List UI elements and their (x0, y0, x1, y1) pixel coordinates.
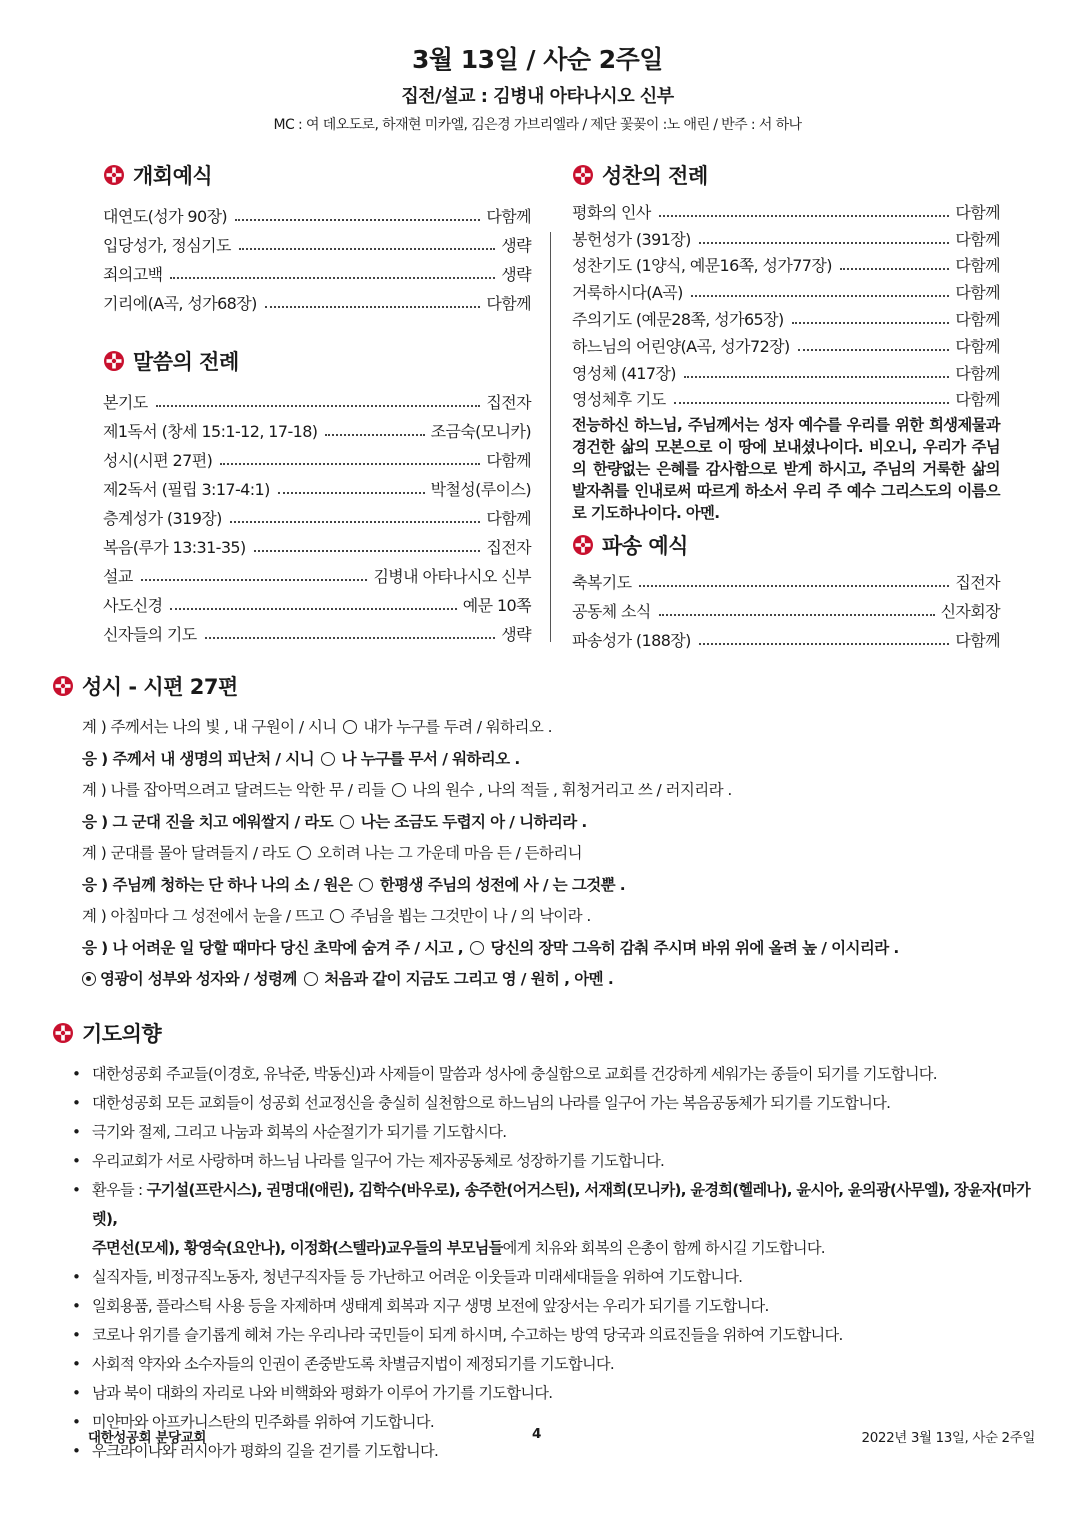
red-cross-circle-icon (52, 1022, 74, 1044)
order-item-performer: 집전자 (486, 538, 531, 557)
dismissal-order-list (572, 564, 1000, 651)
psalm-line-first-half: 계 ) 군대를 몰아 달려들지 / 라도 (82, 844, 291, 862)
psalm-line (82, 744, 1032, 776)
order-item-label: 제2독서 (필립 3:17-4:1) (103, 480, 270, 499)
order-row (103, 198, 531, 227)
psalm-section (52, 670, 1032, 996)
psalm-line-first-half: 계 ) 주께서는 나의 빛 , 내 구원이 / 시니 (82, 718, 337, 736)
order-item-performer: 다함께 (955, 363, 1000, 383)
order-item-performer: 김병내 아타나시오 신부 (373, 567, 531, 586)
bullet: • (72, 1442, 81, 1460)
order-row (103, 500, 531, 529)
order-item-label: 성시(시편 27편) (103, 451, 213, 470)
order-item-label: 본기도 (103, 393, 148, 412)
order-item-performer: 다함께 (955, 336, 1000, 356)
dot-leader (840, 268, 950, 270)
order-item-label: 설교 (103, 567, 133, 586)
psalm-line-second-half: 주님을 뵙는 그것만이 나 / 의 낙이라 . (350, 907, 591, 925)
intention-item (72, 1321, 1042, 1350)
order-row (572, 223, 1000, 250)
footer-date: 2022년 3월 13일, 사순 2주일 (861, 1430, 1035, 1446)
pause-circle-icon (470, 941, 484, 955)
section-heading-text: 파송 예식 (602, 534, 688, 559)
section-heading-word (103, 344, 531, 378)
order-item-performer: 다함께 (955, 631, 1000, 651)
section-heading-text: 개회예식 (133, 164, 213, 188)
order-item-label: 복음(루가 13:31-35) (103, 538, 246, 557)
order-row (572, 593, 1000, 622)
psalm-line-second-half: 나 누구를 무서 / 워하리오 . (341, 749, 520, 768)
red-cross-circle-icon (572, 534, 594, 556)
dot-leader (699, 643, 950, 645)
intentions-list (72, 1060, 1042, 1466)
bullet: • (72, 1152, 81, 1170)
section-heading-opening (103, 158, 531, 192)
psalm-line-second-half: 나의 원수 , 나의 적들 , 휘청거리고 쓰 / 러지리라 . (412, 781, 732, 799)
order-item-label: 봉헌성가 (391장) (572, 229, 691, 249)
celebrant-line: 집전/설교 : 김병내 아타나시오 신부 (401, 86, 674, 107)
order-item-performer: 다함께 (486, 509, 531, 528)
order-row (572, 622, 1000, 651)
intention-item (72, 1060, 1042, 1089)
order-row (572, 564, 1000, 593)
order-row (572, 276, 1000, 303)
order-row (103, 442, 531, 471)
order-item-label: 영성체 (417장) (572, 363, 676, 383)
order-item-label: 파송성가 (188장) (572, 631, 691, 651)
order-item-label: 축복기도 (572, 573, 632, 593)
order-item-performer: 생략 (501, 265, 531, 284)
order-item-performer: 다함께 (486, 207, 531, 226)
order-item-label: 층계성가 (319장) (103, 509, 222, 528)
order-item-performer: 다함께 (955, 229, 1000, 249)
psalm-line (82, 901, 1032, 933)
order-item-performer: 조금숙(모니카) (430, 422, 531, 441)
order-item-label: 기리에(A곡, 성가68장) (103, 294, 257, 313)
bullet: • (72, 1123, 81, 1141)
order-row (572, 357, 1000, 384)
section-heading-eucharist (572, 158, 1000, 192)
order-item-performer: 다함께 (486, 294, 531, 313)
bullet: • (72, 1094, 81, 1112)
dotted-circle-icon (82, 972, 96, 986)
mc-line: MC : 여 데오도로, 하재현 미카엘, 김은경 가브리엘라 / 제단 꽃꽂이 :노 애린 / 반주 : 서 하나 (273, 117, 802, 133)
psalm-line-second-half: 나는 조금도 두렵지 아 / 니하리라 . (360, 812, 587, 831)
red-cross-circle-icon (572, 164, 594, 186)
intention-text: 우리교회가 서로 사랑하며 하느님 나라를 일구어 가는 제자공동체로 성장하기를 기도합니다. (92, 1152, 665, 1170)
intention-text: 사회적 약자와 소수자들의 인권이 존중받도록 차별금지법이 제정되기를 기도합니다. (92, 1355, 615, 1373)
word-order-list (103, 384, 531, 645)
sick-intro: 환우들 : (92, 1181, 147, 1199)
psalm-line-second-half: 당신의 장막 그윽히 감춰 주시며 바위 위에 올려 높 / 이시리라 . (490, 938, 899, 957)
intention-item (72, 1292, 1042, 1321)
dot-leader (691, 295, 950, 297)
footer-page-number: 4 (532, 1426, 541, 1442)
section-heading-text: 말씀의 전례 (133, 350, 239, 374)
order-item-label: 거룩하시다(A곡) (572, 283, 683, 303)
bullet: • (72, 1384, 81, 1402)
order-item-label: 입당성가, 정심기도 (103, 236, 231, 255)
intention-text: 대한성공회 모든 교회들이 성공회 선교정신을 충실히 실천함으로 하느님의 나라를 일구어 가는 복음공동체가 되기를 기도합니다. (92, 1094, 891, 1112)
left-column (103, 158, 531, 645)
intention-text: 극기와 절제, 그리고 나눔과 회복의 사순절기가 되기를 기도합시다. (92, 1123, 507, 1141)
order-item-performer: 다함께 (486, 451, 531, 470)
order-row (572, 330, 1000, 357)
order-item-performer: 다함께 (955, 256, 1000, 276)
intention-text: 코로나 위기를 슬기롭게 헤쳐 가는 우리나라 국민들이 되게 하시며, 수고하는 방역 당국과 의료진들을 위하여 기도합니다. (92, 1326, 843, 1344)
pause-circle-icon (304, 972, 318, 986)
order-item-performer: 박철성(루이스) (430, 480, 531, 499)
dot-leader (254, 550, 481, 552)
order-item-performer: 생략 (501, 236, 531, 255)
order-item-label: 사도신경 (103, 596, 163, 615)
order-item-performer: 다함께 (955, 202, 1000, 222)
psalm-line-first-half: 응 ) 주께서 내 생명의 피난처 / 시니 (82, 749, 314, 768)
dot-leader (170, 277, 495, 279)
intention-text: 대한성공회 주교들(이경호, 유낙준, 박동신)과 사제들이 말씀과 성사에 충실함으로 교회를 건강하게 세워가는 종들이 되기를 기도합니다. (92, 1065, 937, 1083)
order-item-performer: 생략 (501, 625, 531, 644)
pause-circle-icon (330, 909, 344, 923)
bullet: • (72, 1326, 81, 1344)
dot-leader (792, 322, 950, 324)
order-item-performer: 다함께 (955, 309, 1000, 329)
dot-leader (325, 434, 424, 436)
order-row (103, 384, 531, 413)
psalm-line-first-half: 응 ) 나 어려운 일 당할 때마다 당신 초막에 숨겨 주 / 시고 , (82, 938, 464, 957)
order-item-performer: 예문 10쪽 (462, 596, 531, 615)
dot-leader (265, 306, 481, 308)
intention-text: 실직자들, 비정규직노동자, 청년구직자들 등 가난하고 어려운 이웃들과 미래세대들을 위하여 기도합니다. (92, 1268, 743, 1286)
pause-circle-icon (359, 878, 373, 892)
dot-leader (141, 579, 368, 581)
psalm-line (82, 775, 1032, 807)
red-cross-circle-icon (52, 675, 74, 697)
dot-leader (156, 405, 481, 407)
order-item-label: 대연도(성가 90장) (103, 207, 228, 226)
dot-leader (798, 349, 950, 351)
order-item-performer: 집전자 (486, 393, 531, 412)
order-item-performer: 집전자 (955, 573, 1000, 593)
order-row (572, 303, 1000, 330)
bullet: • (72, 1297, 81, 1315)
intention-item (72, 1379, 1042, 1408)
order-row (103, 285, 531, 314)
dot-leader (674, 402, 950, 404)
order-item-label: 하느님의 어린양(A곡, 성가72장) (572, 336, 790, 356)
bullet: • (72, 1065, 81, 1083)
order-item-label: 죄의고백 (103, 265, 163, 284)
sick-tail: 에게 치유와 회복의 은총이 함께 하시길 기도합니다. (502, 1239, 825, 1257)
psalm-line (82, 838, 1032, 870)
post-communion-prayer: 전능하신 하느님, 주님께서는 성자 예수를 우리를 위한 희생제물과 경건한 삶의 모본으로 이 땅에 보내셨나이다. 비오니, 우리가 주님의 한량없는 은혜를 감사함으로 받게 하시고, 주님의 거룩한 삶의 발자취를 인내로써 따르게 하소서 우리 주 예수 그리스도의 이름으로 기도하나이다. 아멘. (572, 416, 1000, 523)
column-divider (550, 232, 551, 642)
dot-leader (205, 637, 496, 639)
intention-item (72, 1147, 1042, 1176)
order-item-performer: 다함께 (955, 390, 1000, 410)
intention-item (72, 1263, 1042, 1292)
dot-leader (659, 215, 950, 217)
psalm-line (82, 870, 1032, 902)
order-row (572, 196, 1000, 223)
intention-text: 미얀마와 아프카니스탄의 민주화를 위하여 기도합니다. (92, 1413, 434, 1431)
pause-circle-icon (343, 720, 357, 734)
dot-leader (239, 248, 495, 250)
pause-circle-icon (392, 783, 406, 797)
right-column (572, 158, 1000, 651)
order-row (103, 616, 531, 645)
psalm-line-first-half: 영광이 성부와 성자와 / 성령께 (100, 970, 297, 988)
pause-circle-icon (321, 752, 335, 766)
dot-leader (699, 242, 950, 244)
psalm-line-second-half: 한평생 주님의 성전에 사 / 는 그것뿐 . (379, 875, 626, 894)
section-heading-text: 기도의향 (82, 1022, 162, 1046)
order-row (103, 471, 531, 500)
red-cross-circle-icon (103, 350, 125, 372)
intention-item (72, 1350, 1042, 1379)
sick-names-line2: 주면선(모세), 황영숙(요안나), 이정화(스텔라)교우들의 부모님들 (92, 1239, 503, 1257)
bullet: • (72, 1181, 81, 1199)
intention-text (92, 1176, 1042, 1263)
psalm-line-second-half: 처음과 같이 지금도 그리고 영 / 원히 , 아멘 . (324, 970, 614, 988)
order-item-label: 평화의 인사 (572, 202, 651, 222)
red-cross-circle-icon (103, 164, 125, 186)
bulletin-header (0, 40, 1075, 134)
bullet: • (72, 1355, 81, 1373)
dot-leader (278, 492, 425, 494)
order-row (103, 587, 531, 616)
psalm-line (82, 807, 1032, 839)
order-row (572, 384, 1000, 411)
intentions-section (52, 1018, 1042, 1466)
section-heading-dismissal (572, 528, 1000, 562)
pause-circle-icon (297, 846, 311, 860)
section-heading-text: 성찬의 전례 (602, 164, 708, 188)
order-row (103, 227, 531, 256)
intention-item (72, 1118, 1042, 1147)
dot-leader (235, 219, 480, 221)
dot-leader (170, 608, 456, 610)
intention-text: 우크라이나와 러시아가 평화의 길을 걷기를 기도합니다. (92, 1442, 439, 1460)
order-item-label: 공동체 소식 (572, 602, 651, 622)
order-item-performer: 신자회장 (940, 602, 1000, 622)
order-item-performer: 다함께 (955, 283, 1000, 303)
sick-names-line1: 구기설(프란시스), 권명대(애린), 김학수(바우로), 송주한(어거스틴), 서재희(모니카), 윤경희(헬레나), 윤시아, 윤의광(사무엘), 장윤자(마가렛), (92, 1181, 1030, 1228)
order-row (103, 256, 531, 285)
psalm-line (82, 933, 1032, 965)
bullet: • (72, 1413, 81, 1431)
psalm-line-first-half: 응 ) 그 군대 진을 치고 에워쌀지 / 라도 (82, 812, 334, 831)
psalm-line-second-half: 오히려 나는 그 가운데 마음 든 / 든하리니 (317, 844, 583, 862)
psalm-line-first-half: 계 ) 아침마다 그 성전에서 눈을 / 뜨고 (82, 907, 324, 925)
page-title: 3월 13일 / 사순 2주일 (412, 45, 663, 74)
order-row (103, 413, 531, 442)
dot-leader (684, 376, 949, 378)
section-heading-psalm (52, 670, 1032, 702)
pause-circle-icon (340, 815, 354, 829)
psalm-line-first-half: 응 ) 주님께 청하는 단 하나 나의 소 / 원은 (82, 875, 353, 894)
psalm-line (82, 712, 1032, 744)
order-item-label: 신자들의 기도 (103, 625, 197, 644)
dot-leader (639, 585, 949, 587)
section-heading-intentions (52, 1018, 1042, 1048)
psalm-line-second-half: 내가 누구를 두려 / 워하리오 . (363, 718, 552, 736)
psalm-line-first-half: 계 ) 나를 잡아먹으려고 달려드는 악한 무 / 리들 (82, 781, 386, 799)
psalm-lines (52, 712, 1032, 996)
dot-leader (659, 614, 935, 616)
dot-leader (220, 463, 480, 465)
order-row (572, 250, 1000, 277)
intention-text: 일회용품, 플라스틱 사용 등을 자제하며 생태계 회복과 지구 생명 보전에 앞장서는 우리가 되기를 기도합니다. (92, 1297, 769, 1315)
dot-leader (230, 521, 481, 523)
footer-church-name: 대한성공회 분당교회 (88, 1430, 207, 1446)
order-row (103, 529, 531, 558)
order-item-label: 제1독서 (창세 15:1-12, 17-18) (103, 422, 318, 441)
intention-text: 남과 북이 대화의 자리로 나와 비핵화와 평화가 이루어 가기를 기도합니다. (92, 1384, 553, 1402)
order-item-label: 주의기도 (예문28쪽, 성가65장) (572, 309, 784, 329)
order-item-label: 영성체후 기도 (572, 390, 666, 410)
bullet: • (72, 1268, 81, 1286)
eucharist-order-list (572, 196, 1000, 410)
psalm-line (82, 964, 1032, 996)
opening-order-list (103, 198, 531, 314)
intention-item (72, 1176, 1042, 1263)
order-row (103, 558, 531, 587)
order-item-label: 성찬기도 (1양식, 예문16쪽, 성가77장) (572, 256, 832, 276)
section-heading-text: 성시 - 시편 27편 (82, 675, 238, 699)
intention-item (72, 1089, 1042, 1118)
